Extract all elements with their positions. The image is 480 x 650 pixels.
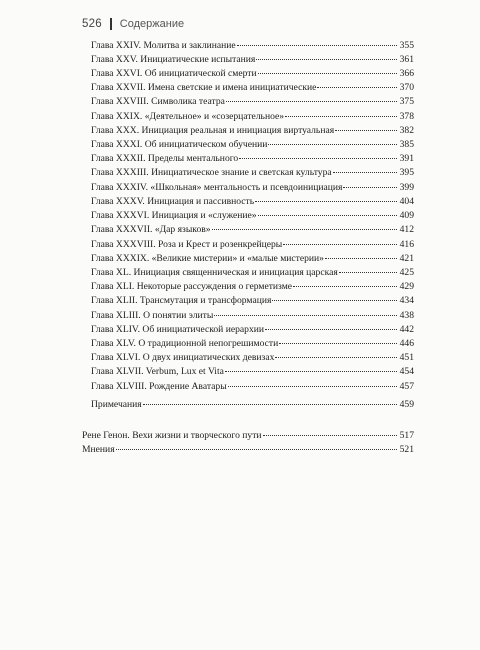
toc-entry (91, 294, 414, 307)
toc-entry-page: 459 (399, 399, 414, 410)
toc-entry-title: Глава XXXI. Об инициатическом обучении (91, 139, 268, 150)
toc-entry-page: 382 (399, 125, 414, 136)
toc-entry-title: Мнения (82, 444, 115, 455)
toc-entry-title: Глава XXXVI. Инициация и «служение» (91, 210, 257, 221)
dot-leader (343, 187, 397, 188)
dot-leader (285, 116, 397, 117)
toc-entry (91, 223, 414, 236)
toc-entry-title: Глава XLVII. Verbum, Lux et Vita (91, 366, 224, 377)
toc-entry-page: 416 (399, 239, 414, 250)
dot-leader (293, 286, 397, 287)
toc-entry-title: Глава XLV. О традиционной непогрешимости (91, 338, 279, 349)
toc-entry-page: 425 (399, 267, 414, 278)
toc-entry-page: 521 (399, 444, 414, 455)
toc-entry (91, 138, 414, 151)
header-separator (110, 18, 112, 30)
dot-leader (263, 435, 397, 436)
toc-entry-title: Глава XLVIII. Рождение Аватары (91, 381, 227, 392)
dot-leader (268, 144, 397, 145)
toc-entry (91, 195, 414, 208)
dot-leader (116, 449, 397, 450)
toc-entry (91, 280, 414, 293)
toc-entry-page: 404 (399, 196, 414, 207)
toc-entry-title: Глава XXVIII. Символика театра (91, 96, 225, 107)
toc-entry-title: Глава XXXIV. «Школьная» ментальность и псевдоинициация (91, 182, 343, 193)
toc-entry (91, 166, 414, 179)
dot-leader (256, 59, 397, 60)
dot-leader (333, 172, 397, 173)
toc-entry (91, 152, 414, 165)
toc-entry-title: Глава XXXV. Инициация и пассивность (91, 196, 255, 207)
toc-entry-title: Глава XLI. Некоторые рассуждения о герметизме (91, 281, 293, 292)
toc-entry-title: Глава XXXIX. «Великие мистерии» и «малые мистерии» (91, 253, 324, 264)
toc-entry (91, 398, 414, 411)
dot-leader (317, 87, 397, 88)
toc-entry-page: 446 (399, 338, 414, 349)
toc-entry-page: 438 (399, 310, 414, 321)
toc-entry-title: Глава XXIX. «Деятельное» и «созерцательное» (91, 111, 285, 122)
dot-leader (228, 386, 397, 387)
dot-leader (339, 272, 397, 273)
dot-leader (225, 371, 397, 372)
toc-entry-page: 412 (399, 224, 414, 235)
toc-entry (91, 337, 414, 350)
toc-entry-title: Глава XLIV. Об инициатической иерархии (91, 324, 265, 335)
toc-entry (91, 67, 414, 80)
toc-entry-page: 375 (399, 96, 414, 107)
dot-leader (212, 229, 397, 230)
toc-entry-page: 421 (399, 253, 414, 264)
toc-entry (91, 81, 414, 94)
toc-entry (82, 443, 414, 456)
toc-entry-title: Примечания (91, 399, 142, 410)
toc-entry-page: 391 (399, 153, 414, 164)
toc-entry-title: Глава XLIII. О понятии элиты (91, 310, 214, 321)
dot-leader (325, 258, 397, 259)
toc-entry-title: Глава XXX. Инициация реальная и инициация виртуальная (91, 125, 335, 136)
toc-entry-page: 370 (399, 82, 414, 93)
toc-entry-page: 517 (399, 430, 414, 441)
toc-entry (91, 95, 414, 108)
toc-entry-title: Глава XXXII. Пределы ментального (91, 153, 239, 164)
toc-entry-page: 399 (399, 182, 414, 193)
dot-leader (279, 343, 397, 344)
toc-entry-page: 366 (399, 68, 414, 79)
page-header (82, 18, 184, 30)
toc-entry-title: Глава XXVII. Имена светские и имена инициатические (91, 82, 317, 93)
toc-entry (91, 351, 414, 364)
toc-entry (91, 252, 414, 265)
toc-entry-title: Глава XXVI. Об инициатической смерти (91, 68, 257, 79)
dot-leader (239, 158, 397, 159)
toc-entry (91, 209, 414, 222)
dot-leader (143, 404, 397, 405)
toc-entry-title: Глава XXXVII. «Дар языков» (91, 224, 211, 235)
toc-entry-page: 395 (399, 167, 414, 178)
toc-entry (91, 380, 414, 393)
toc-entry-title: Глава XLVI. О двух инициатических девизах (91, 352, 275, 363)
toc-entry (91, 181, 414, 194)
toc-entry-page: 429 (399, 281, 414, 292)
toc-entry-title: Глава XXXIII. Инициатическое знание и светская культура (91, 167, 332, 178)
toc-entry-title: Глава XLII. Трансмутация и трансформация (91, 295, 272, 306)
dot-leader (275, 357, 397, 358)
toc-entry-page: 361 (399, 54, 414, 65)
toc-entry (91, 39, 414, 52)
dot-leader (237, 45, 397, 46)
dot-leader (258, 215, 397, 216)
toc-entry-page: 442 (399, 324, 414, 335)
toc-entry (91, 110, 414, 123)
toc-entry (91, 323, 414, 336)
toc-entry-page: 434 (399, 295, 414, 306)
toc-entry-page: 378 (399, 111, 414, 122)
toc-entry (91, 53, 414, 66)
toc-entry-title: Рене Генон. Вехи жизни и творческого пути (82, 430, 262, 441)
dot-leader (265, 329, 397, 330)
toc-entry-title: Глава XXXVIII. Роза и Крест и розенкрейцеры (91, 239, 283, 250)
dot-leader (255, 201, 397, 202)
toc-entry-title: Глава XXIV. Молитва и заклинание (91, 40, 236, 51)
toc-entry-page: 451 (399, 352, 414, 363)
dot-leader (272, 300, 397, 301)
toc-entry (91, 309, 414, 322)
page-number: 526 (82, 18, 102, 30)
toc-entry (91, 238, 414, 251)
toc-entry-title: Глава XL. Инициация священническая и инициация царская (91, 267, 338, 278)
dot-leader (258, 73, 397, 74)
dot-leader (283, 244, 397, 245)
toc-entry (91, 365, 414, 378)
toc-entry-page: 355 (399, 40, 414, 51)
dot-leader (226, 101, 397, 102)
toc-entry (91, 124, 414, 137)
running-title: Содержание (119, 18, 185, 30)
toc-entry-title: Глава XXV. Инициатические испытания (91, 54, 256, 65)
toc-entry (82, 429, 414, 442)
toc-entry (91, 266, 414, 279)
dot-leader (214, 315, 397, 316)
toc-entry-page: 454 (399, 366, 414, 377)
toc-entry-page: 385 (399, 139, 414, 150)
toc-entry-page: 457 (399, 381, 414, 392)
dot-leader (335, 130, 397, 131)
toc-entry-page: 409 (399, 210, 414, 221)
